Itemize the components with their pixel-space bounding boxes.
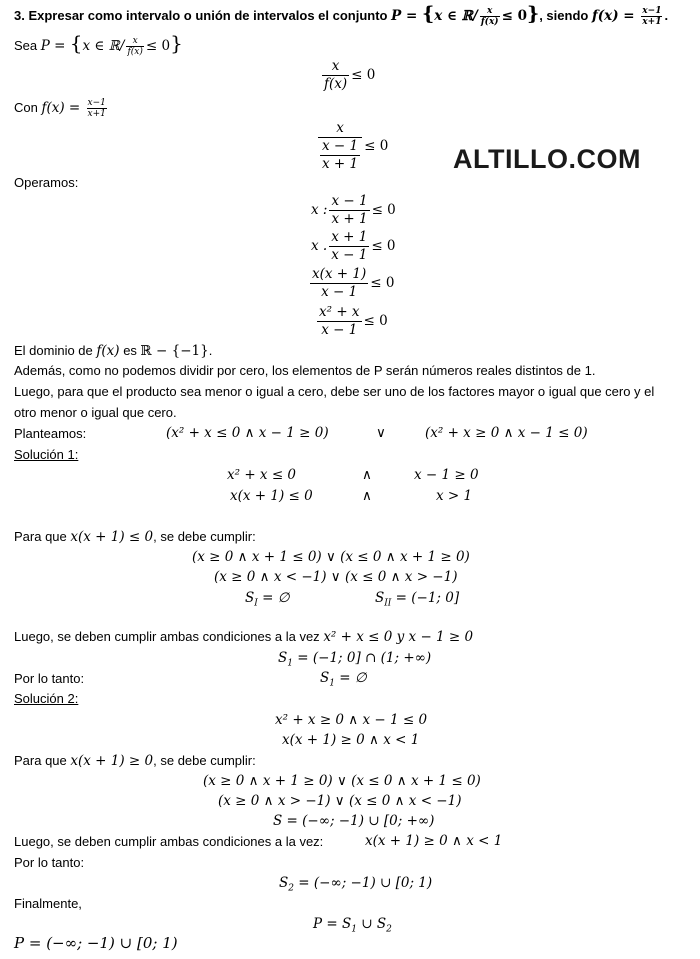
sol2-para-post: , se debe cumplir: — [153, 753, 256, 768]
dominio-set: ℝ − {−1} — [140, 343, 209, 359]
ademas-line: Además, como no podemos dividir por cero, los elementos de P serán números reales distintos de 1. — [14, 363, 596, 378]
op-step-2 — [311, 229, 396, 264]
op1-lhs: x : — [311, 201, 328, 218]
watermark-logo: ALTILLO.COM — [453, 144, 641, 174]
op2-rel: ≤ 0 — [371, 237, 396, 254]
title-brace-close: } — [526, 3, 540, 25]
problem-statement — [14, 3, 669, 28]
sol2-ambas-expr: x(x + 1) ≥ 0 ∧ x < 1 — [365, 833, 503, 849]
sol1-portanto: Por lo tanto: — [14, 671, 85, 686]
op2-num: x + 1 — [331, 229, 368, 245]
eq2-inner-fraction — [320, 138, 360, 173]
sol2-portanto: Por lo tanto: — [14, 855, 85, 870]
title-frac-num: x — [480, 6, 500, 17]
eq2-inner-den: x + 1 — [322, 156, 359, 172]
eq2-inner-num: x − 1 — [322, 138, 359, 154]
sI-subscript: I — [254, 598, 258, 609]
sII-value: = (−1; 0] — [391, 590, 460, 606]
dominio-line — [14, 343, 212, 359]
planteamos-right: (x² + x ≥ 0 ∧ x − 1 ≤ 0) — [425, 425, 588, 441]
planteamos-label: Planteamos: — [14, 426, 87, 441]
title-frac-den: f(x) — [480, 17, 499, 28]
sol1-ambas-pre: Luego, se deben cumplir ambas condiciones a la vez — [14, 629, 320, 644]
title-f-den: x+1 — [642, 17, 662, 28]
final-sub-2: 2 — [386, 924, 392, 935]
title-set-lhs: P = — [391, 8, 422, 24]
sol1-row2-op: ∧ — [362, 488, 372, 504]
op2-lhs: x . — [311, 237, 328, 254]
title-siendo: , siendo — [539, 8, 589, 23]
problem-text: Expresar como intervalo o unión de intervalos el conjunto — [28, 8, 388, 23]
con-label: Con — [14, 99, 38, 115]
sol1-row1-right: x − 1 ≥ 0 — [414, 467, 479, 483]
sol1-row2-left: x(x + 1) ≤ 0 — [230, 488, 313, 504]
equation-1 — [320, 58, 375, 93]
sol1-para-line — [14, 529, 256, 545]
equation-2 — [316, 120, 388, 173]
op1-den: x + 1 — [331, 211, 368, 227]
op3-num: x(x + 1) — [312, 266, 367, 282]
s2-symbol: S — [279, 875, 289, 891]
s1r-value: = ∅ — [334, 670, 367, 686]
sea-elem: x ∈ ℝ/ — [82, 38, 125, 54]
eq1-den: f(x) — [324, 76, 348, 92]
sol1-row2-right: x > 1 — [436, 488, 473, 504]
s2-subscript: 2 — [288, 883, 294, 894]
final-answer: P = (−∞; −1) ∪ [0; 1) — [14, 934, 178, 952]
sol1-para-pre: Para que — [14, 529, 67, 544]
dominio-es: es — [123, 343, 137, 358]
sea-frac-den: f(x) — [127, 47, 143, 58]
final-sub-1: 1 — [351, 924, 357, 935]
problem-number: 3. — [14, 8, 25, 23]
s1r-subscript: 1 — [329, 678, 335, 689]
sea-label: Sea — [14, 38, 38, 53]
sI-symbol: S — [245, 590, 255, 606]
sol1-sI — [245, 590, 289, 612]
sol2-s2-result — [279, 875, 432, 897]
sol1-row1-left: x² + x ≤ 0 — [227, 467, 297, 483]
sII-symbol: S — [375, 590, 385, 606]
s1-value: = (−1; 0] ∩ (1; +∞) — [292, 650, 432, 666]
sea-lhs: P = — [40, 38, 70, 54]
sea-brace-close: } — [170, 31, 183, 55]
sol1-ambas-line — [14, 629, 473, 645]
luego-line-2: otro menor o igual que cero. — [14, 405, 177, 420]
title-fraction — [480, 6, 500, 27]
title-f-fraction — [641, 6, 662, 27]
planteamos-or: ∨ — [376, 425, 386, 441]
s2-value: = (−∞; −1) ∪ [0; 1) — [293, 875, 433, 891]
op2-fraction — [329, 229, 369, 264]
s1-subscript: 1 — [287, 658, 293, 669]
op4-rel: ≤ 0 — [363, 312, 388, 329]
sol2-cases-1: (x ≥ 0 ∧ x + 1 ≥ 0) ∨ (x ≤ 0 ∧ x + 1 ≤ 0) — [203, 773, 481, 789]
eq2-num: x — [318, 120, 362, 138]
sol1-s1-result — [320, 670, 367, 692]
sol2-row1: x² + x ≥ 0 ∧ x − 1 ≤ 0 — [275, 712, 428, 728]
dominio-end: . — [208, 343, 213, 358]
operamos-label: Operamos: — [14, 175, 79, 190]
title-f-lhs: f(x) = — [591, 8, 640, 24]
op2-den: x − 1 — [331, 247, 368, 263]
title-set-cond: ≤ 0 — [501, 8, 527, 24]
final-cup: ∪ S — [356, 916, 387, 932]
sea-frac-num: x — [126, 36, 143, 47]
luego-line-1: Luego, para que el producto sea menor o igual a cero, debe ser uno de los factores mayor o igual que cero y el — [14, 384, 655, 399]
s1-symbol: S — [278, 650, 288, 666]
eq2-rel: ≤ 0 — [364, 137, 389, 154]
final-p-s: P = S — [313, 916, 352, 932]
sol2-para-pre: Para que — [14, 753, 67, 768]
sol2-para-line — [14, 753, 256, 769]
con-line — [14, 98, 109, 119]
op4-den: x − 1 — [321, 322, 358, 338]
final-equation — [313, 916, 392, 938]
eq1-fraction — [322, 58, 349, 93]
eq1-rel: ≤ 0 — [351, 66, 376, 83]
sol1-para-post: , se debe cumplir: — [153, 529, 256, 544]
con-num: x−1 — [87, 98, 106, 108]
sol2-union: S = (−∞; −1) ∪ [0; +∞) — [273, 813, 435, 829]
sea-brace-open: { — [69, 31, 83, 55]
sol1-s1-intersection — [278, 650, 431, 672]
title-set-elem: x ∈ ℝ/ — [434, 8, 478, 24]
eq1-num: x — [322, 58, 349, 76]
sea-cond: ≤ 0 — [145, 38, 171, 54]
title-end: . — [664, 8, 669, 23]
op3-den: x − 1 — [321, 284, 358, 300]
op-step-3 — [308, 266, 394, 301]
dominio-f: f(x) — [96, 343, 120, 359]
sol2-row2: x(x + 1) ≥ 0 ∧ x < 1 — [282, 732, 420, 748]
finalmente-label: Finalmente, — [14, 896, 82, 911]
solucion-2-heading: Solución 2: — [14, 691, 79, 706]
op4-num: x² + x — [319, 304, 360, 320]
sea-fraction — [126, 36, 143, 57]
con-fraction — [87, 98, 107, 119]
title-f-num: x−1 — [642, 6, 662, 17]
con-den: x+1 — [87, 109, 106, 119]
sol1-cases-2: (x ≥ 0 ∧ x < −1) ∨ (x ≤ 0 ∧ x > −1) — [214, 569, 458, 585]
op1-rel: ≤ 0 — [371, 201, 396, 218]
sol1-sII — [375, 590, 459, 612]
op-step-4 — [315, 304, 388, 339]
sol1-ambas-expr: x² + x ≤ 0 y x − 1 ≥ 0 — [323, 629, 474, 645]
op3-fraction — [310, 266, 368, 301]
dominio-pre: El dominio de — [14, 343, 93, 358]
op4-fraction — [317, 304, 362, 339]
op3-rel: ≤ 0 — [370, 274, 395, 291]
sol2-cases-2: (x ≥ 0 ∧ x > −1) ∨ (x ≤ 0 ∧ x < −1) — [218, 793, 462, 809]
sol2-para-expr: x(x + 1) ≥ 0 — [70, 753, 154, 769]
op-step-1 — [311, 193, 396, 228]
con-lhs: f(x) = — [41, 99, 85, 116]
solucion-1-heading: Solución 1: — [14, 447, 79, 462]
sol1-cases-1: (x ≥ 0 ∧ x + 1 ≤ 0) ∨ (x ≤ 0 ∧ x + 1 ≥ 0) — [192, 549, 470, 565]
sI-value: = ∅ — [257, 590, 290, 606]
eq2-den — [318, 138, 362, 173]
title-brace-open: { — [422, 3, 435, 25]
op1-fraction — [329, 193, 369, 228]
eq2-fraction — [318, 120, 362, 173]
planteamos-left: (x² + x ≤ 0 ∧ x − 1 ≥ 0) — [166, 425, 329, 441]
op1-num: x − 1 — [331, 193, 368, 209]
sol1-row1-op: ∧ — [362, 467, 372, 483]
sol1-para-expr: x(x + 1) ≤ 0 — [70, 529, 154, 545]
sII-subscript: II — [384, 598, 392, 609]
sea-line — [14, 31, 183, 58]
sol2-ambas-pre: Luego, se deben cumplir ambas condiciones a la vez: — [14, 834, 324, 849]
s1r-symbol: S — [320, 670, 330, 686]
